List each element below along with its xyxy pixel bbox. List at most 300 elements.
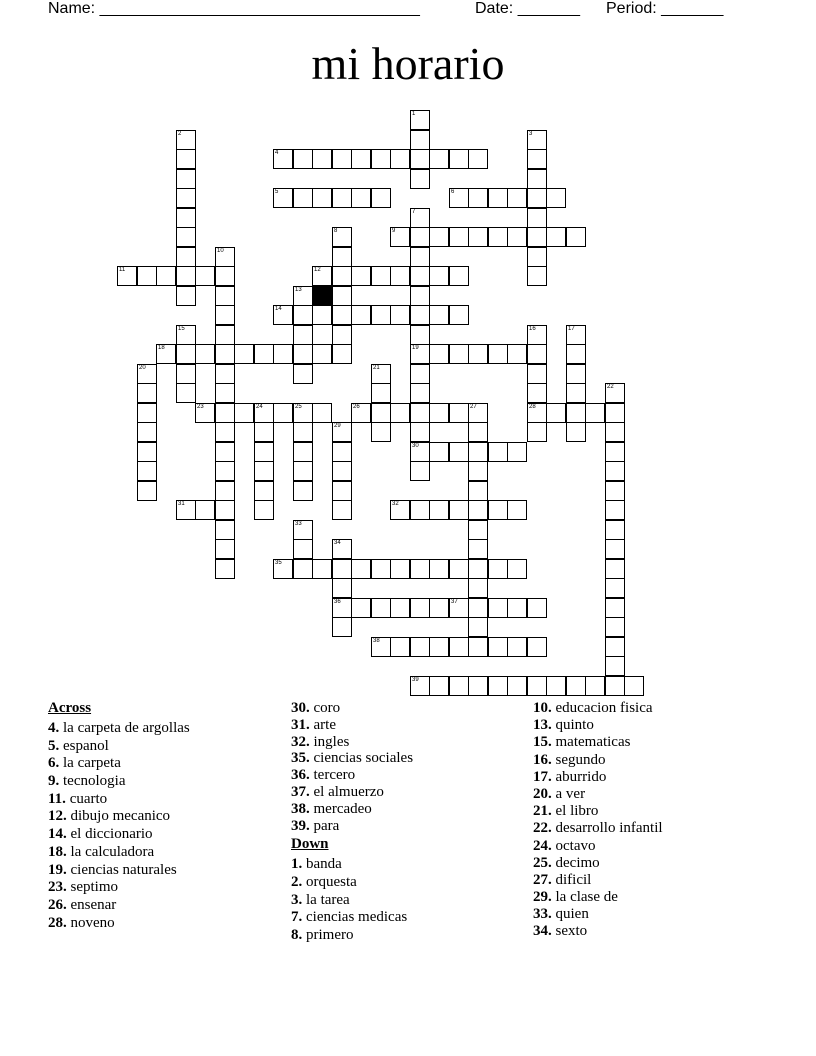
crossword-cell[interactable]: [410, 247, 430, 267]
crossword-cell[interactable]: [293, 364, 313, 384]
crossword-cell[interactable]: [332, 539, 352, 559]
crossword-cell[interactable]: [234, 403, 254, 423]
crossword-cell[interactable]: [371, 383, 391, 403]
crossword-cell[interactable]: [371, 149, 391, 169]
clue-number: 29: [334, 423, 341, 429]
crossword-cell[interactable]: [449, 559, 469, 579]
crossword-cell[interactable]: [293, 481, 313, 501]
crossword-cell[interactable]: [293, 286, 313, 306]
clue-item: [291, 874, 413, 892]
crossword-cell[interactable]: [605, 442, 625, 462]
crossword-cell[interactable]: [332, 578, 352, 598]
crossword-cell[interactable]: [351, 266, 371, 286]
crossword-cell[interactable]: [137, 403, 157, 423]
crossword-cell[interactable]: [176, 286, 196, 306]
crossword-cell[interactable]: [176, 169, 196, 189]
crossword-cell[interactable]: [332, 422, 352, 442]
clue-item-number: 14.: [48, 826, 67, 843]
crossword-cell[interactable]: [566, 325, 586, 345]
crossword-cell[interactable]: [605, 617, 625, 637]
crossword-cell[interactable]: [605, 637, 625, 657]
crossword-cell[interactable]: [449, 676, 469, 696]
crossword-cell[interactable]: [449, 442, 469, 462]
crossword-cell[interactable]: [410, 403, 430, 423]
crossword-cell[interactable]: [507, 442, 527, 462]
crossword-cell[interactable]: [371, 559, 391, 579]
crossword-cell[interactable]: [507, 344, 527, 364]
clue-item-number: 17.: [533, 768, 552, 785]
crossword-cell[interactable]: [293, 188, 313, 208]
crossword-cell[interactable]: [176, 364, 196, 384]
crossword-cell[interactable]: [137, 364, 157, 384]
crossword-cell[interactable]: [234, 344, 254, 364]
crossword-cell[interactable]: [605, 500, 625, 520]
crossword-cell[interactable]: [332, 266, 352, 286]
crossword-cell[interactable]: [527, 149, 547, 169]
crossword-cell[interactable]: [254, 481, 274, 501]
crossword-cell[interactable]: [137, 481, 157, 501]
crossword-cell[interactable]: [215, 520, 235, 540]
crossword-cell[interactable]: [449, 149, 469, 169]
crossword-cell[interactable]: [215, 481, 235, 501]
crossword-cell[interactable]: [449, 637, 469, 657]
crossword-cell[interactable]: [410, 286, 430, 306]
crossword-cell[interactable]: [410, 442, 430, 462]
clue-item: [48, 791, 190, 809]
crossword-cell[interactable]: [488, 344, 508, 364]
crossword-cell[interactable]: [332, 286, 352, 306]
crossword-cell[interactable]: [527, 325, 547, 345]
crossword-cell[interactable]: [332, 344, 352, 364]
clue-item: [533, 734, 663, 751]
crossword-cell[interactable]: [195, 500, 215, 520]
crossword-cell[interactable]: [468, 188, 488, 208]
crossword-cell[interactable]: [566, 676, 586, 696]
clue-item: [291, 767, 413, 784]
crossword-cell[interactable]: [429, 344, 449, 364]
crossword-cell[interactable]: [332, 598, 352, 618]
clue-item-text: septimo: [66, 879, 118, 896]
crossword-cell[interactable]: [390, 598, 410, 618]
crossword-cell[interactable]: [527, 227, 547, 247]
crossword-cell[interactable]: [410, 637, 430, 657]
crossword-cell[interactable]: [449, 500, 469, 520]
crossword-cell[interactable]: [468, 227, 488, 247]
crossword-cell[interactable]: [468, 442, 488, 462]
crossword-cell[interactable]: [605, 656, 625, 676]
crossword-cell[interactable]: [429, 305, 449, 325]
crossword-cell[interactable]: [390, 637, 410, 657]
crossword-cell[interactable]: [293, 559, 313, 579]
crossword-cell[interactable]: [176, 266, 196, 286]
crossword-cell[interactable]: [449, 598, 469, 618]
crossword-cell[interactable]: [351, 305, 371, 325]
crossword-cell[interactable]: [215, 383, 235, 403]
crossword-cell[interactable]: [566, 383, 586, 403]
crossword-cell[interactable]: [176, 344, 196, 364]
clue-item-text: quinto: [551, 717, 594, 734]
crossword-cell[interactable]: [410, 344, 430, 364]
crossword-cell[interactable]: [371, 364, 391, 384]
crossword-cell[interactable]: [468, 403, 488, 423]
crossword-cell[interactable]: [273, 559, 293, 579]
crossword-cell[interactable]: [390, 305, 410, 325]
crossword-cell[interactable]: [468, 539, 488, 559]
crossword-cell[interactable]: [176, 500, 196, 520]
crossword-cell[interactable]: [605, 559, 625, 579]
crossword-cell[interactable]: [332, 247, 352, 267]
crossword-cell[interactable]: [351, 598, 371, 618]
crossword-cell[interactable]: [293, 461, 313, 481]
down-heading: Down: [291, 836, 329, 853]
date-field[interactable]: Date: _______: [475, 0, 580, 17]
crossword-cell[interactable]: [390, 149, 410, 169]
crossword-cell[interactable]: [566, 422, 586, 442]
crossword-cell[interactable]: [527, 364, 547, 384]
clue-number: 26: [353, 404, 360, 410]
crossword-cell[interactable]: [566, 403, 586, 423]
crossword-cell[interactable]: [215, 266, 235, 286]
crossword-cell[interactable]: [332, 325, 352, 345]
crossword-cell[interactable]: [293, 442, 313, 462]
crossword-cell[interactable]: [429, 500, 449, 520]
crossword-cell[interactable]: [371, 266, 391, 286]
crossword-cell[interactable]: [410, 364, 430, 384]
crossword-cell[interactable]: [527, 422, 547, 442]
crossword-cell[interactable]: [527, 169, 547, 189]
clue-column-2: [291, 700, 413, 945]
crossword-cell[interactable]: [527, 403, 547, 423]
crossword-cell[interactable]: [527, 676, 547, 696]
crossword-cell[interactable]: [351, 149, 371, 169]
crossword-cell[interactable]: [488, 637, 508, 657]
crossword-cell[interactable]: [215, 286, 235, 306]
crossword-cell[interactable]: [332, 617, 352, 637]
crossword-cell[interactable]: [176, 227, 196, 247]
crossword-cell[interactable]: [468, 637, 488, 657]
crossword-cell[interactable]: [410, 149, 430, 169]
crossword-cell[interactable]: [410, 422, 430, 442]
crossword-cell[interactable]: [488, 227, 508, 247]
crossword-cell[interactable]: [605, 481, 625, 501]
crossword-cell[interactable]: [546, 676, 566, 696]
crossword-cell[interactable]: [449, 344, 469, 364]
crossword-cell[interactable]: [332, 149, 352, 169]
crossword-cell[interactable]: [410, 500, 430, 520]
crossword-cell[interactable]: [351, 403, 371, 423]
crossword-cell[interactable]: [215, 500, 235, 520]
crossword-cell[interactable]: [156, 344, 176, 364]
clue-item-number: 30.: [291, 700, 310, 716]
clue-item-text: ingles: [309, 733, 350, 750]
crossword-cell[interactable]: [410, 305, 430, 325]
crossword-cell[interactable]: [293, 539, 313, 559]
clue-item-text: arte: [309, 716, 336, 733]
clue-item: [48, 773, 190, 791]
crossword-cell[interactable]: [605, 461, 625, 481]
crossword-cell[interactable]: [273, 305, 293, 325]
crossword-cell[interactable]: [468, 344, 488, 364]
crossword-cell[interactable]: [254, 500, 274, 520]
crossword-cell[interactable]: [215, 403, 235, 423]
crossword-cell[interactable]: [605, 403, 625, 423]
crossword-cell[interactable]: [351, 188, 371, 208]
crossword-cell[interactable]: [605, 578, 625, 598]
crossword-cell[interactable]: [546, 403, 566, 423]
clue-item-number: 28.: [48, 914, 67, 931]
crossword-cell[interactable]: [429, 149, 449, 169]
crossword-cell[interactable]: [215, 422, 235, 442]
crossword-cell[interactable]: [312, 344, 332, 364]
crossword-cell[interactable]: [488, 500, 508, 520]
crossword-cell[interactable]: [215, 344, 235, 364]
crossword-cell[interactable]: [468, 149, 488, 169]
crossword-cell[interactable]: [195, 266, 215, 286]
crossword-cell[interactable]: [312, 403, 332, 423]
crossword-cell[interactable]: [410, 227, 430, 247]
clue-item-number: 23.: [48, 879, 67, 896]
crossword-cell[interactable]: [293, 520, 313, 540]
clue-item: [533, 872, 663, 889]
clue-item-text: decimo: [551, 854, 600, 871]
crossword-cell[interactable]: [429, 598, 449, 618]
crossword-cell[interactable]: [605, 676, 625, 696]
crossword-cell[interactable]: [312, 305, 332, 325]
crossword-cell[interactable]: [468, 578, 488, 598]
crossword-cell[interactable]: [429, 442, 449, 462]
crossword-cell[interactable]: [371, 403, 391, 423]
crossword-cell[interactable]: [215, 539, 235, 559]
crossword-cell[interactable]: [351, 559, 371, 579]
crossword-cell[interactable]: [566, 344, 586, 364]
crossword-cell[interactable]: [293, 344, 313, 364]
crossword-cell[interactable]: [390, 500, 410, 520]
clue-item-text: ensenar: [66, 896, 117, 913]
clue-number: 1: [412, 111, 416, 117]
crossword-cell[interactable]: [429, 637, 449, 657]
period-field[interactable]: Period: _______: [606, 0, 724, 17]
crossword-cell[interactable]: [332, 188, 352, 208]
crossword-cell[interactable]: [215, 461, 235, 481]
crossword-cell[interactable]: [468, 461, 488, 481]
crossword-cell[interactable]: [585, 676, 605, 696]
crossword-cell[interactable]: [410, 325, 430, 345]
clue-column-1: [48, 700, 190, 932]
crossword-cell[interactable]: [117, 266, 137, 286]
clue-item: [533, 803, 663, 820]
crossword-cell[interactable]: [468, 481, 488, 501]
crossword-cell[interactable]: [410, 110, 430, 130]
clue-item-text: tecnologia: [59, 773, 126, 790]
crossword-cell[interactable]: [371, 422, 391, 442]
crossword-cell[interactable]: [507, 227, 527, 247]
crossword-cell[interactable]: [527, 188, 547, 208]
crossword-cell[interactable]: [468, 422, 488, 442]
crossword-cell[interactable]: [332, 442, 352, 462]
crossword-cell[interactable]: [429, 266, 449, 286]
crossword-cell[interactable]: [410, 598, 430, 618]
crossword-cell[interactable]: [390, 227, 410, 247]
crossword-cell[interactable]: [527, 637, 547, 657]
clue-item-number: 33.: [533, 906, 552, 923]
crossword-cell[interactable]: [273, 344, 293, 364]
clue-item-number: 29.: [533, 889, 552, 906]
crossword-cell[interactable]: [527, 598, 547, 618]
crossword-cell[interactable]: [176, 383, 196, 403]
crossword-cell[interactable]: [605, 598, 625, 618]
clue-number: 28: [529, 404, 536, 410]
crossword-cell[interactable]: [215, 247, 235, 267]
crossword-cell[interactable]: [332, 481, 352, 501]
crossword-cell[interactable]: [254, 403, 274, 423]
clue-item-number: 32.: [291, 733, 310, 750]
crossword-cell[interactable]: [312, 188, 332, 208]
crossword-cell[interactable]: [527, 266, 547, 286]
crossword-cell[interactable]: [312, 266, 332, 286]
crossword-cell[interactable]: [429, 227, 449, 247]
crossword-cell[interactable]: [176, 247, 196, 267]
clue-item-text: orquesta: [302, 874, 357, 891]
crossword-cell[interactable]: [332, 227, 352, 247]
crossword-cell[interactable]: [254, 442, 274, 462]
crossword-cell[interactable]: [527, 383, 547, 403]
crossword-cell[interactable]: [137, 383, 157, 403]
clue-item-text: la calculadora: [66, 843, 155, 860]
crossword-cell[interactable]: [293, 403, 313, 423]
crossword-cell[interactable]: [332, 461, 352, 481]
crossword-cell[interactable]: [468, 617, 488, 637]
crossword-cell[interactable]: [468, 520, 488, 540]
crossword-cell[interactable]: [176, 208, 196, 228]
crossword-cell[interactable]: [546, 227, 566, 247]
crossword-cell[interactable]: [215, 325, 235, 345]
crossword-cell[interactable]: [507, 598, 527, 618]
crossword-cell[interactable]: [605, 422, 625, 442]
crossword-cell[interactable]: [254, 344, 274, 364]
crossword-cell[interactable]: [156, 266, 176, 286]
crossword-cell[interactable]: [507, 676, 527, 696]
crossword-cell[interactable]: [449, 305, 469, 325]
crossword-cell[interactable]: [176, 188, 196, 208]
crossword-cell[interactable]: [605, 539, 625, 559]
crossword-cell[interactable]: [390, 403, 410, 423]
crossword-cell[interactable]: [410, 208, 430, 228]
crossword-cell[interactable]: [312, 149, 332, 169]
crossword-cell[interactable]: [527, 130, 547, 150]
crossword-cell[interactable]: [293, 325, 313, 345]
crossword-cell[interactable]: [468, 676, 488, 696]
crossword-cell[interactable]: [449, 266, 469, 286]
crossword-cell[interactable]: [527, 247, 547, 267]
crossword-cell[interactable]: [137, 461, 157, 481]
crossword-cell[interactable]: [410, 461, 430, 481]
crossword-cell[interactable]: [137, 266, 157, 286]
crossword-cell[interactable]: [390, 266, 410, 286]
crossword-cell[interactable]: [371, 188, 391, 208]
crossword-cell[interactable]: [488, 442, 508, 462]
crossword-cell[interactable]: [468, 598, 488, 618]
crossword-cell[interactable]: [137, 422, 157, 442]
crossword-cell[interactable]: [195, 344, 215, 364]
crossword-cell[interactable]: [429, 559, 449, 579]
crossword-cell[interactable]: [449, 403, 469, 423]
crossword-cell[interactable]: [605, 520, 625, 540]
clue-item: [533, 820, 663, 837]
crossword-cell[interactable]: [195, 403, 215, 423]
crossword-cell[interactable]: [371, 598, 391, 618]
crossword-cell[interactable]: [371, 305, 391, 325]
crossword-cell[interactable]: [137, 442, 157, 462]
crossword-cell[interactable]: [468, 559, 488, 579]
crossword-cell[interactable]: [449, 227, 469, 247]
crossword-cell[interactable]: [215, 305, 235, 325]
crossword-cell[interactable]: [624, 676, 644, 696]
crossword-cell[interactable]: [488, 188, 508, 208]
clue-item-number: 12.: [48, 808, 67, 825]
crossword-cell[interactable]: [390, 559, 410, 579]
crossword-cell[interactable]: [410, 169, 430, 189]
crossword-cell[interactable]: [566, 364, 586, 384]
crossword-cell[interactable]: [566, 227, 586, 247]
crossword-cell[interactable]: [546, 188, 566, 208]
clue-column-3: [533, 700, 663, 941]
crossword-cell[interactable]: [410, 383, 430, 403]
crossword-cell[interactable]: [410, 130, 430, 150]
crossword-cell[interactable]: [215, 442, 235, 462]
crossword-cell[interactable]: [332, 559, 352, 579]
crossword-cell[interactable]: [332, 500, 352, 520]
crossword-cell[interactable]: [488, 559, 508, 579]
crossword-cell[interactable]: [488, 598, 508, 618]
name-field[interactable]: Name: ____________________________________: [48, 0, 420, 17]
crossword-cell[interactable]: [332, 305, 352, 325]
crossword-cell[interactable]: [176, 325, 196, 345]
crossword-cell[interactable]: [527, 344, 547, 364]
crossword-cell[interactable]: [371, 637, 391, 657]
crossword-cell[interactable]: [215, 364, 235, 384]
crossword-cell[interactable]: [429, 676, 449, 696]
crossword-cell[interactable]: [312, 559, 332, 579]
clue-item: [291, 892, 413, 910]
crossword-cell[interactable]: [293, 305, 313, 325]
crossword-cell[interactable]: [429, 403, 449, 423]
crossword-cell[interactable]: [527, 208, 547, 228]
crossword-cell[interactable]: [410, 559, 430, 579]
crossword-cell[interactable]: [507, 637, 527, 657]
crossword-cell[interactable]: [254, 461, 274, 481]
crossword-cell[interactable]: [605, 383, 625, 403]
crossword-cell[interactable]: [488, 676, 508, 696]
crossword-cell[interactable]: [410, 266, 430, 286]
crossword-cell[interactable]: [176, 130, 196, 150]
crossword-cell[interactable]: [176, 149, 196, 169]
crossword-cell[interactable]: [293, 422, 313, 442]
crossword-cell[interactable]: [449, 188, 469, 208]
crossword-cell[interactable]: [215, 559, 235, 579]
crossword-cell[interactable]: [410, 676, 430, 696]
crossword-cell[interactable]: [273, 188, 293, 208]
crossword-cell[interactable]: [273, 403, 293, 423]
crossword-cell[interactable]: [293, 149, 313, 169]
clue-number: 37: [451, 599, 458, 605]
crossword-cell[interactable]: [507, 500, 527, 520]
crossword-cell[interactable]: [507, 188, 527, 208]
crossword-cell[interactable]: [254, 422, 274, 442]
crossword-cell[interactable]: [585, 403, 605, 423]
crossword-cell[interactable]: [507, 559, 527, 579]
crossword-cell[interactable]: [273, 149, 293, 169]
crossword-cell[interactable]: [468, 500, 488, 520]
